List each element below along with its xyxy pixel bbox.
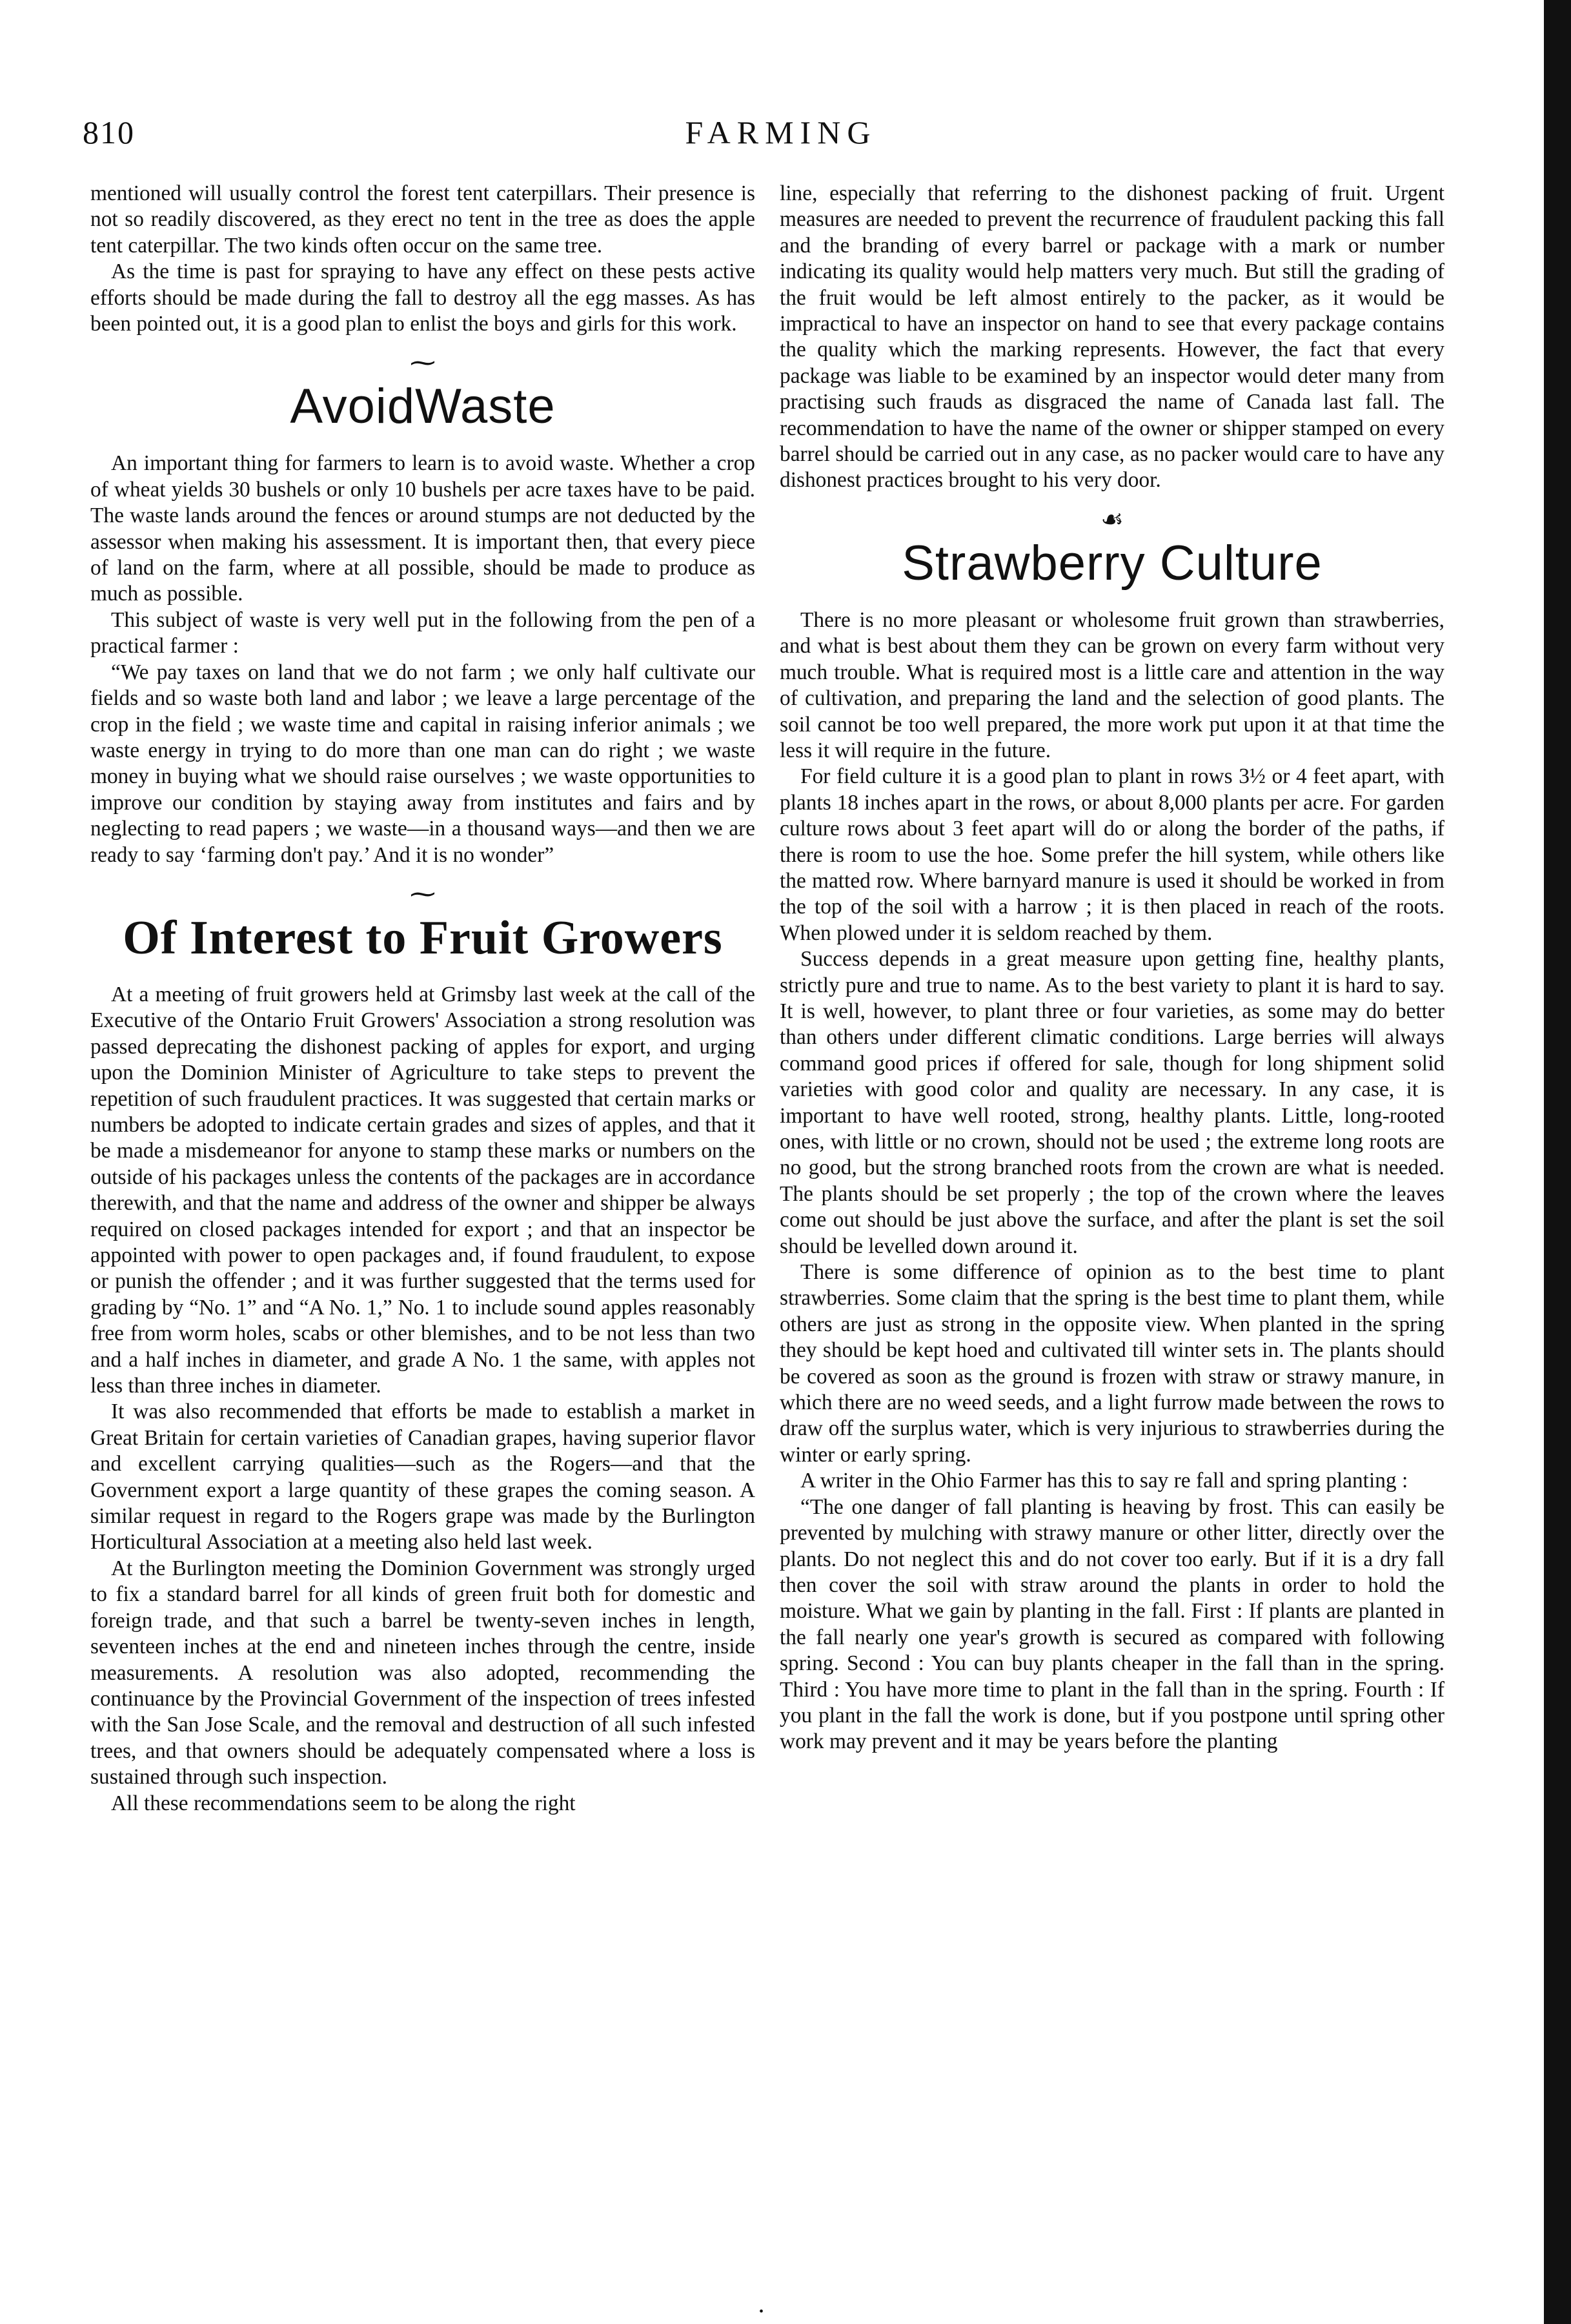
right-column — [780, 181, 1444, 1755]
article-paragraph: It was also recommended that efforts be made to establish a market in Great Britain for certain varieties of Canadian grapes, having superior flavor and excellent carrying qualities—such as the Rogers—and that the Government export a large quantity of these grapes the coming season. A similar request in regard to the Rogers grape was made by the Burlington Horticultural Association at a meeting also held last week. — [90, 1400, 755, 1554]
article-heading-fruit-growers: Of Interest to Fruit Growers — [123, 911, 723, 964]
left-column — [90, 181, 755, 1817]
intro-paragraph: As the time is past for spraying to have any effect on these pests active efforts should be made during the fall to destroy all the egg masses. As has been pointed out, it is a good plan to enlist the boys and girls for this work. — [90, 260, 755, 336]
article-paragraph: Success depends in a great measure upon getting fine, healthy plants, strictly pure and true to name. As to the best variety to plant it is hard to say. It is well, however, to plant three or four varieties, as some may do better than others under different climatic conditions. Large berries will always command good prices if offered for sale, though for long shipment solid varieties with good color and quality are necessary. In any case, it is important to have well rooted, strong, healthy plants. Little, long-rooted ones, with little or no crown, should not be used ; the extreme long roots are no good, but the strong branched roots from the crown are what is needed. The plants should be set properly ; the top of the crown where the leaves come out should be just above the surface, and after the plant is set the soil should be levelled down around it. — [780, 947, 1444, 1258]
article-paragraph: For field culture it is a good plan to plant in rows 3½ or 4 feet apart, with plants 18 inches apart in the rows, or about 8,000 plants per acre. For garden culture rows about 3 feet apart will do or along the border of the paths, if there is room to use the hoe. Some prefer the hill system, while others like the matted row. Where barnyard manure is used it should be worked in from the top of the soil with a harrow ; it is then placed in reach of the roots. When plowed under it is seldom reached by them. — [780, 764, 1444, 945]
article-paragraph: There is some difference of opinion as to the best time to plant strawberries. Some claim that the spring is the best time to plant them, while others are just as strong in the opposite view. When planted in the spring they should be kept hoed and cultivated till winter sets in. The plants should be covered as soon as the ground is frozen with straw or strawy manure, in which there are no weed seeds, and a light furrow made between the rows to draw off the surplus water, which is very injurious to strawberries during the winter or early spring. — [780, 1260, 1444, 1467]
article-heading-avoid-waste: AvoidWaste — [290, 379, 556, 434]
article-paragraph: At a meeting of fruit growers held at Grimsby last week at the call of the Executive of the Ontario Fruit Growers' Association a strong resolution was passed deprecating the dishonest packing of apples for export, and urging upon the Dominion Minister of Agriculture to take steps to prevent the repetition of such fraudulent practices. It was suggested that certain marks or numbers be adopted to indicate certain grades and sizes of apples, and that it be made a misdemeanor for anyone to stamp these marks or numbers on the outside of his packages unless the contents of the packages are in accordance therewith, and that the name and address of the owner and shipper be always required on closed packages intended for export ; and that an inspector be appointed with power to open packages and, if found fraudulent, to expose or punish the offender ; and it was further suggested that the terms used for grading by “No. 1” and “A No. 1,” No. 1 to include sound apples reasonably free from worm holes, scabs or other blemishes, and to be not less than two and a half inches in diameter, and grade A No. 1 the same, with apples not less than three inches in diameter. — [90, 982, 755, 1398]
ornament-icon: ⁓ — [410, 348, 436, 378]
continuation-paragraph: line, especially that referring to the dishonest packing of fruit. Urgent measures are needed to prevent the recurrence of fraudulent packing this fall and the branding of every barrel or package with a mark or number indicating its quality would help matters very much. But still the grading of the fruit would be left almost entirely to the packer, as it would be impractical to have an inspector on hand to see that every package contains the quality which the marking represents. However, the fact that every package was liable to be examined by an inspector would deter many from practising such frauds as disgraced the name of Canada last fall. The recommendation to have the name of the owner or shipper stamped on every barrel should be carried out in any case, as no packer would care to have any dishonest practices brought to his very door. — [780, 181, 1444, 493]
quote-paragraph: “We pay taxes on land that we do not farm ; we only half cultivate our fields and so waste both land and labor ; we leave a large percentage of the crop in the field ; we waste time and capital in raising inferior animals ; we waste energy in trying to do more than one man can do right ; we waste money in buying what we should raise ourselves ; we waste opportunities to improve our condition by staying away from institutes and fairs and by neglecting to read papers ; we waste—in a thousand ways—and then we are ready to say ‘farming don't pay.’ And it is no wonder” — [90, 660, 755, 867]
page-number: 810 — [83, 114, 135, 150]
scan-edge-bar — [1544, 0, 1571, 2324]
article-paragraph: A writer in the Ohio Farmer has this to say re fall and spring planting : — [800, 1469, 1408, 1493]
footer-mark: • — [759, 2305, 764, 2319]
ornament-icon: ☙ — [1100, 504, 1124, 534]
article-paragraph: An important thing for farmers to learn is to avoid waste. Whether a crop of wheat yields 30 bushels or only 10 bushels per acre taxes have to be paid. The waste lands around the fences or around stumps are not deducted by the assessor when making his assessment. It is important then, that every piece of land on the farm, where at all possible, should be made to produce as much as possible. — [90, 451, 755, 606]
article-paragraph: There is no more pleasant or wholesome fruit grown than strawberries, and what is best about them they can be grown on every farm without very much trouble. What is required most is a little care and attention in the way of cultivation, and preparing the land and the selection of good plants. The soil cannot be too well prepared, the more work put upon it at that time the less it will require in the future. — [780, 607, 1444, 762]
ornament-icon: ⁓ — [410, 879, 436, 908]
article-paragraph: This subject of waste is very well put in the following from the pen of a practical farmer : — [90, 607, 755, 658]
quote-paragraph: “The one danger of fall planting is heaving by frost. This can easily be prevented by mulching with strawy manure or other litter, directly over the plants. Do not neglect this and do not cover too early. But if it is a dry fall then cover the soil with straw around the plants in order to hold the moisture. What we gain by planting in the fall. First : If plants are planted in the fall nearly one year's growth is secured as compared with following spring. Second : You can buy plants cheaper in the fall than in the spring. Third : You have more time to plant in the fall than in the spring. Fourth : If you plant in the fall the work is done, but if you postpone until spring other work may prevent and it may be years before the planting — [780, 1494, 1444, 1754]
intro-paragraph: mentioned will usually control the forest tent caterpillars. Their presence is not so readily discovered, as they erect no tent in the tree as does the apple tent caterpillar. The two kinds often occur on the same tree. — [90, 181, 755, 258]
article-heading-strawberry-culture: Strawberry Culture — [902, 535, 1323, 591]
article-paragraph: All these recommendations seem to be along the right — [111, 1791, 576, 1815]
article-paragraph: At the Burlington meeting the Dominion Government was strongly urged to fix a standard barrel for all kinds of green fruit both for domestic and foreign trade, and that such a barrel be twenty-seven inches in length, seventeen inches at the end and nineteen inches through the centre, inside measurements. A resolution was also adopted, recommending the continuance by the Provincial Government of the inspection of trees infested with the San Jose Scale, and the removal and destruction of all such infested trees, and that owners should be adequately compensated where a loss is sustained through such inspection. — [90, 1556, 755, 1789]
running-title: FARMING — [685, 114, 877, 150]
